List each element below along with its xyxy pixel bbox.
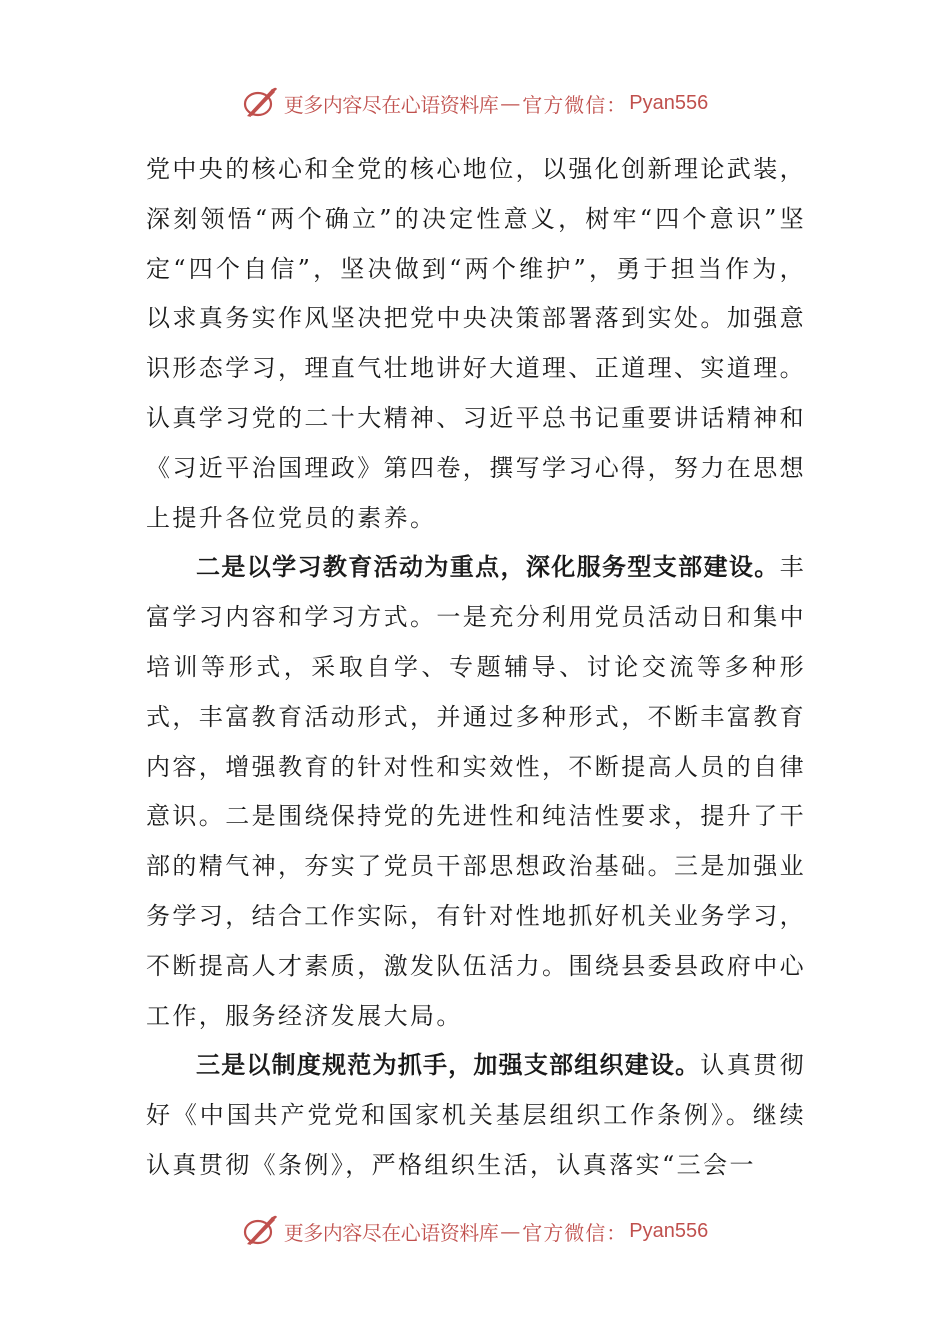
watermark-main-text: 更多内容尽在心语资料库 — [283, 92, 499, 117]
paragraph-1 — [146, 145, 806, 543]
paragraph-3-heading: 三是以制度规范为抓手，加强支部组织建设。 — [196, 1051, 701, 1080]
paragraph-2 — [146, 543, 806, 1041]
watermark-banner-bottom — [0, 1211, 950, 1251]
paragraph-3 — [146, 1041, 806, 1190]
watermark-wechat-id: Pyan556 — [629, 1219, 709, 1242]
watermark-dash: — — [500, 1219, 521, 1243]
paragraph-1-text: 党中央的核心和全党的核心地位，以强化创新理论武装，深刻领悟“两个确立”的决定性意义，树牢“四个意识”坚定“四个自信”，坚决做到“两个维护”，勇于担当作为，以求真务实作风坚决把党中央决策部署落到实处。加强意识形态学习，理直气壮地讲好大道理、正道理、实道理。认真学习党的二十大精神、习近平总书记重要讲话精神和《习近平治国理政》第四卷，撰写学习心得，努力在思想上提升各位党员的素养。 — [146, 155, 806, 532]
quill-logo-icon — [242, 1213, 278, 1249]
watermark-sub-text: 官方微信： — [522, 92, 628, 117]
paragraph-2-heading: 二是以学习教育活动为重点，深化服务型支部建设。 — [196, 553, 780, 582]
paragraph-2-text: 丰富学习内容和学习方式。一是充分利用党员活动日和集中培训等形式，采取自学、专题辅导、讨论交流等多种形式，丰富教育活动形式，并通过多种形式，不断丰富教育内容，增强教育的针对性和实效性，不断提高人员的自律意识。二是围绕保持党的先进性和纯洁性要求，提升了干部的精气神，夯实了党员干部思想政治基础。三是加强业务学习，结合工作实际，有针对性地抓好机关业务学习，不断提高人才素质，激发队伍活力。围绕县委县政府中心工作，服务经济发展大局。 — [146, 553, 806, 1030]
quill-logo-icon — [242, 85, 278, 121]
paragraph-3-text: 认真贯彻好《中国共产党党和国家机关基层组织工作条例》。继续认真贯彻《条例》，严格组织生活，认真落实“三会一 — [146, 1051, 806, 1179]
watermark-dash: — — [500, 91, 521, 115]
document-body — [146, 145, 806, 1191]
watermark-banner-top — [0, 83, 950, 123]
watermark-sub-text: 官方微信： — [522, 1220, 628, 1245]
watermark-main-text: 更多内容尽在心语资料库 — [283, 1220, 499, 1245]
watermark-wechat-id: Pyan556 — [629, 91, 709, 114]
